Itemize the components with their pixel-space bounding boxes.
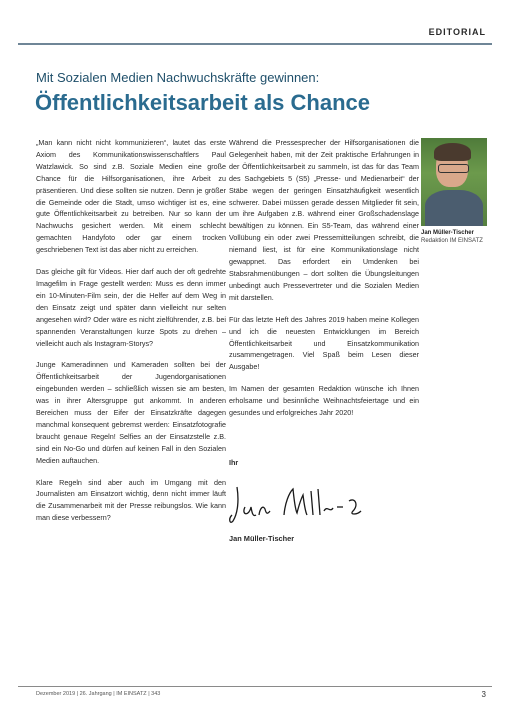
page-number: 3 [481,690,486,699]
footer-rule [18,686,492,687]
paragraph: Junge Kameradinnen und Kameraden sollten bei der Öffentlichkeitsarbeit der Jugendorganisationen eingebunden werden – schließlich wissen sie am besten, was in ihrer Altersgruppe gut ankommt. In anderen Bereichen muss der Eifer der Einsatzkräfte dagegen manchmal konsequent gebremst werden: Einsatzfotografie braucht genaue Regeln! Selfies an der Einsatzstelle z.B. sind ein No-Go und dürfen auf keinen Fall in den Sozialen Medien auftauchen. [36,360,226,465]
section-label: EDITORIAL [428,27,486,37]
header-rule [18,43,492,45]
author-photo [421,138,487,226]
article-subtitle: Mit Sozialen Medien Nachwuchskräfte gewinnen: [36,70,320,85]
paragraph: Im Namen der gesamten Redaktion wünsche ich Ihnen erholsame und besinnliche Weihnachtsfeiertage und ein gesundes und erfolgreiches Jahr 2020! [229,384,419,418]
paragraph: Für das letzte Heft des Jahres 2019 haben meine Kollegen und ich die neuesten Entwicklungen im Bereich Öffentlichkeitsarbeit und Einsatzkommunikation zusammengetragen. Viel Spaß beim Lesen dieser Ausgabe! [229,314,419,372]
author-role: Redaktion IM EINSATZ [421,238,483,244]
article-title: Öffentlichkeitsarbeit als Chance [35,90,370,115]
paragraph: „Man kann nicht nicht kommunizieren“, lautet das erste Axiom des Kommunikationswissenschaftlers Paul Watzlawick. So sind z.B. Soziale Medien eine große Chance für die Hilfsorganisationen, ihre Arbeit zu präsentieren. Und diese sollten sie nutzen. Denn je größer die Gemeinde oder die Stadt, umso wichtiger ist es, eine gute Öffentlichkeitsarbeit zu betreiben. Nur so kann der Nachwuchs gesichert werden. Mit einem schlecht gemachten Handyfoto oder gar einem trocken geschriebenen Text ist das aber nicht zu erreichen. [36,138,226,255]
signature-name: Jan Müller-Tischer [229,534,295,543]
paragraph: Klare Regeln sind aber auch im Umgang mit den Journalisten am Einsatzort wichtig, denn nicht immer läuft die Zusammenarbeit mit der Presse reibungslos. Wie kann man diese verbessern? [36,477,226,523]
closing-text: Ihr [229,458,239,467]
signature-image [229,475,369,530]
paragraph: Während die Pressesprecher der Hilfsorganisationen die Gelegenheit haben, mit der Zeit praktische Erfahrungen in der Öffentlichkeitsarbeit zu sammeln, ist das für das Team des Sachgebiets 5 (S5) „Presse- und Medienarbeit“ der Stäbe wegen der geringen Einsatzhäufigkeit wesentlich schwerer. Dabei müssen gerade dessen Mitglieder fit sein, um ihre Aufgaben z.B. während einer Großschadenslage bewältigen zu können. Ein S5-Team, das während einer Vollübung ein oder zwei Pressemitteilungen schreibt, die niemand liest, ist für eine Kommunikationslage nicht gewappnet. Das erfordert ein Umdenken bei Stabsrahmenübungen – dort sollten die Übungsleitungen unbedingt auch Pressevertreter und die Sozialen Medien mit darstellen. [229,138,419,302]
footer-issue-info: Dezember 2019 | 26. Jahrgang | IM EINSATZ | 343 [36,691,161,697]
left-column [36,137,226,534]
paragraph: Das gleiche gilt für Videos. Hier darf auch der oft gedrehte Imagefilm in Frage gestellt werden: Muss es denn immer ein 10-Minuten-Film sein, der die Helfer auf dem Weg in den Einsatz zeigt und später dann vielleicht nur selten angesehen wird? Oder wäre es nicht zielführender, z.B. bei spannenden Veranstaltungen kurze Spots zu drehen – vielleicht auch als Instagram-Storys? [36,267,226,348]
author-name: Jan Müller-Tischer [421,230,474,236]
middle-column [229,137,419,429]
